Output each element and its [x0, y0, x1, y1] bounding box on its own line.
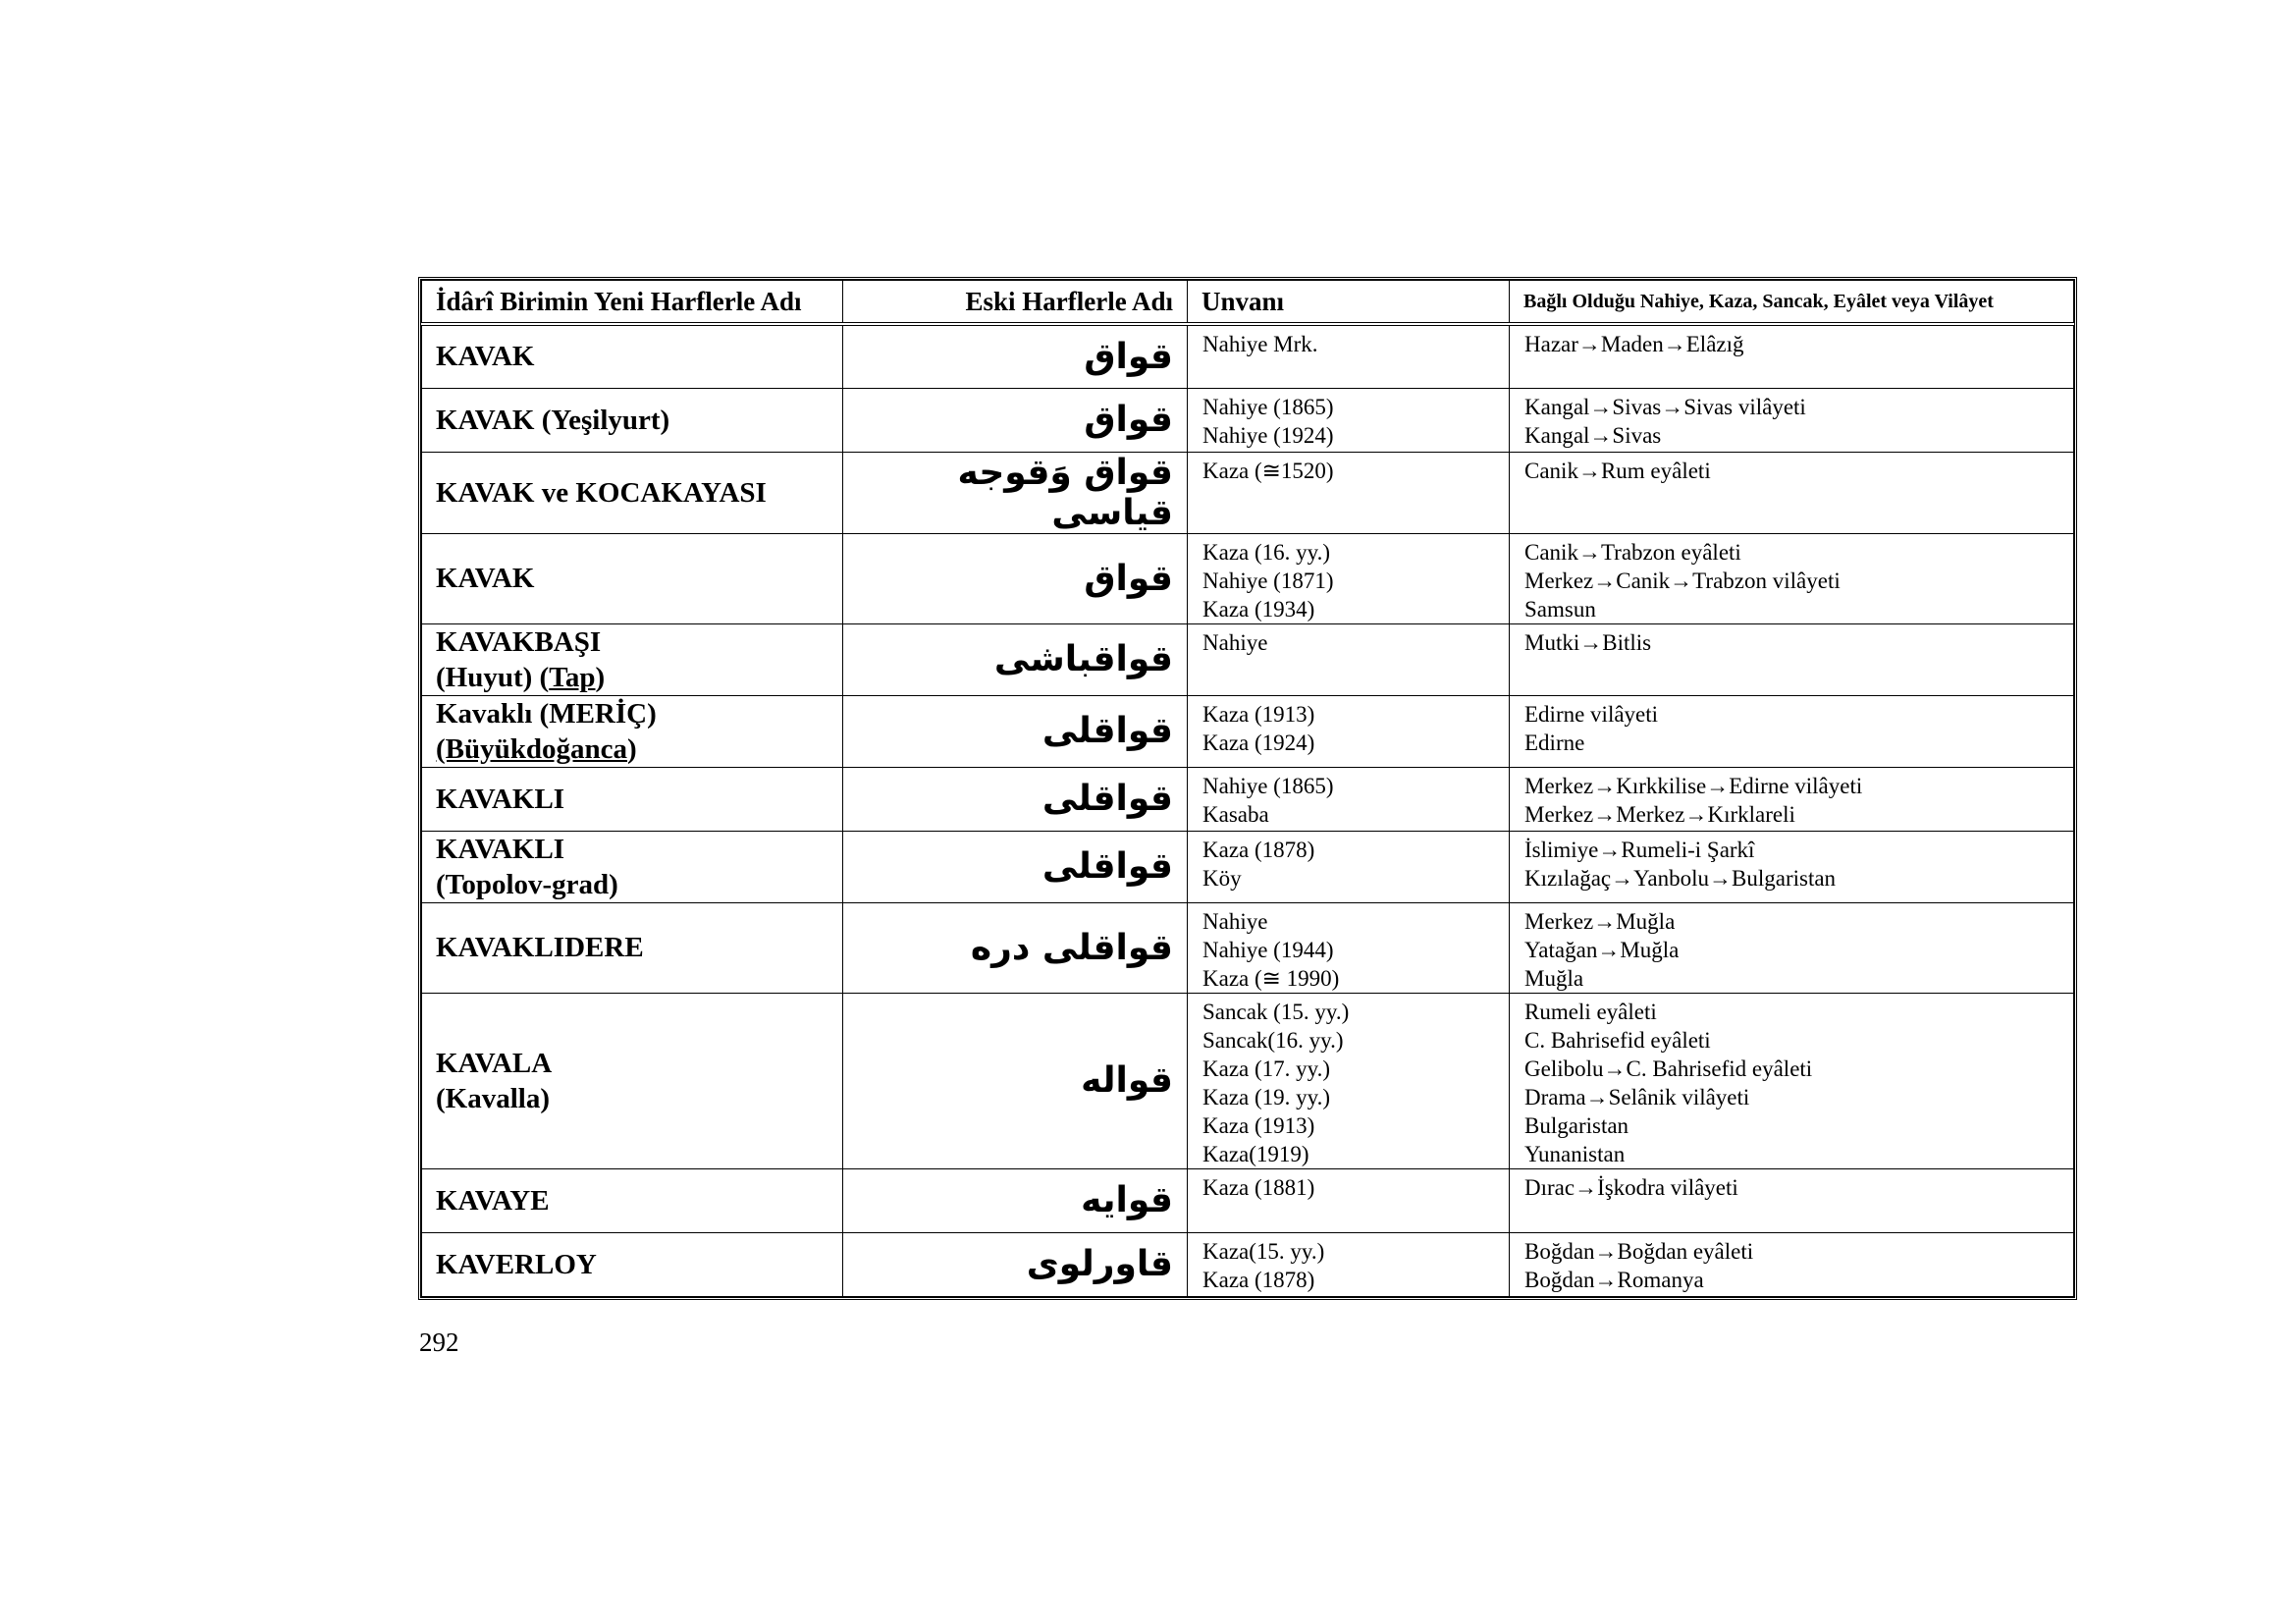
unit-name	[422, 1232, 843, 1296]
title-line: Sancak(16. yy.)	[1202, 1027, 1344, 1053]
affiliation-line: Boğdan→Boğdan eyâleti	[1524, 1238, 1754, 1264]
affiliation-line: Hazar→Maden→Elâzığ	[1524, 332, 1744, 356]
affiliation-line: Edirne	[1524, 730, 1585, 755]
table-row	[422, 388, 2074, 452]
title-line: Nahiye	[1202, 629, 1268, 655]
unit-name-alt-underlined: Tap	[549, 661, 596, 693]
unit-titles	[1188, 623, 1510, 695]
affiliation-line: Merkez→Muğla	[1524, 908, 1676, 934]
old-script-name: قواق	[843, 388, 1188, 452]
unit-name-text: KAVAK	[436, 563, 535, 594]
unit-affiliations	[1510, 452, 2074, 533]
unit-name-text: KAVAKLI	[436, 783, 565, 815]
unit-titles	[1188, 388, 1510, 452]
affiliation-line: C. Bahrisefid eyâleti	[1524, 1027, 1711, 1053]
unit-name	[422, 324, 843, 388]
table-row	[422, 324, 2074, 388]
affiliation-line: Yunanistan	[1524, 1141, 1626, 1166]
unit-titles	[1188, 695, 1510, 767]
unit-name-text: KAVAKLIDERE	[436, 932, 644, 963]
title-line: Nahiye (1871)	[1202, 568, 1334, 593]
title-line: Nahiye (1865)	[1202, 394, 1334, 419]
unit-affiliations	[1510, 993, 2074, 1168]
unit-titles	[1188, 902, 1510, 993]
old-script-name: قوايه	[843, 1168, 1188, 1232]
title-line: Nahiye (1944)	[1202, 937, 1334, 962]
old-script-name: قواقلى	[843, 831, 1188, 902]
table-row	[422, 623, 2074, 695]
unit-name	[422, 831, 843, 902]
affiliation-line: Boğdan→Romanya	[1524, 1267, 1704, 1292]
unit-titles	[1188, 324, 1510, 388]
title-line: Kaza (1924)	[1202, 730, 1315, 755]
table-row	[422, 1168, 2074, 1232]
unit-name-alt	[436, 660, 842, 695]
old-script-name: قواق وَقوجه قياسى	[843, 452, 1188, 533]
title-line: Kaza (1878)	[1202, 837, 1315, 862]
unit-titles	[1188, 1168, 1510, 1232]
title-line: Nahiye	[1202, 908, 1268, 934]
unit-name-text: KAVAK	[436, 341, 535, 373]
title-line: Kaza (16. yy.)	[1202, 539, 1331, 565]
unit-name-alt-text: )	[595, 661, 606, 693]
affiliation-line: İslimiye→Rumeli-i Şarkî	[1524, 837, 1755, 862]
gazetteer-table	[421, 280, 2074, 1297]
title-line: Kaza(15. yy.)	[1202, 1238, 1325, 1264]
affiliation-line: Kangal→Sivas	[1524, 422, 1662, 448]
unit-name-text: KAVAKBAŞI	[436, 625, 602, 658]
title-line: Nahiye Mrk.	[1202, 332, 1318, 356]
old-script-name: قواله	[843, 993, 1188, 1168]
unit-name-text: Kavaklı (MERİÇ)	[436, 697, 657, 730]
unit-name-alt-underlined: (Büyükdoğanca	[436, 732, 628, 765]
unit-affiliations	[1510, 324, 2074, 388]
table-row	[422, 902, 2074, 993]
table-row	[422, 831, 2074, 902]
unit-affiliations	[1510, 1168, 2074, 1232]
title-line: Kaza (1913)	[1202, 1112, 1315, 1138]
header-affiliation: Bağlı Olduğu Nahiye, Kaza, Sancak, Eyâlet veya Vilâyet	[1510, 281, 2074, 325]
unit-name	[422, 695, 843, 767]
gazetteer-table-frame	[418, 277, 2077, 1300]
header-title: Unvanı	[1188, 281, 1510, 325]
affiliation-line: Gelibolu→C. Bahrisefid eyâleti	[1524, 1056, 1813, 1081]
page-number: 292	[419, 1327, 459, 1357]
affiliation-line: Kangal→Sivas→Sivas vilâyeti	[1524, 394, 1806, 419]
unit-name-text: KAVERLOY	[436, 1248, 597, 1280]
affiliation-line: Bulgaristan	[1524, 1112, 1629, 1138]
unit-titles	[1188, 831, 1510, 902]
old-script-name: قواق	[843, 324, 1188, 388]
unit-name-alt: (Kavalla)	[436, 1082, 550, 1114]
affiliation-line: Yatağan→Muğla	[1524, 937, 1680, 962]
affiliation-line: Kızılağaç→Yanbolu→Bulgaristan	[1524, 865, 1837, 891]
affiliation-line: Canik→Trabzon eyâleti	[1524, 539, 1741, 565]
affiliation-line: Merkez→Canik→Trabzon vilâyeti	[1524, 568, 1841, 593]
unit-name-alt-text: )	[627, 732, 637, 765]
unit-name	[422, 388, 843, 452]
unit-name-text: KAVAYE	[436, 1184, 550, 1217]
title-line: Kaza (1878)	[1202, 1267, 1315, 1292]
title-line: Kaza (1934)	[1202, 596, 1315, 622]
title-line: Kaza(1919)	[1202, 1141, 1309, 1166]
unit-titles	[1188, 452, 1510, 533]
unit-name-alt-text: (Huyut) (	[436, 661, 550, 693]
unit-name-text: KAVALA	[436, 1047, 553, 1079]
title-line: Kaza (17. yy.)	[1202, 1056, 1331, 1081]
title-line: Kaza (1913)	[1202, 701, 1315, 727]
old-script-name: قواقلى دره	[843, 902, 1188, 993]
unit-name-text: KAVAKLI	[436, 833, 565, 865]
unit-affiliations	[1510, 831, 2074, 902]
unit-name	[422, 767, 843, 831]
table-row	[422, 1232, 2074, 1296]
affiliation-line: Rumeli eyâleti	[1524, 999, 1657, 1024]
title-line: Nahiye (1924)	[1202, 422, 1334, 448]
unit-name	[422, 533, 843, 623]
unit-affiliations	[1510, 1232, 2074, 1296]
unit-name-alt: (Topolov-grad)	[436, 868, 618, 900]
unit-name	[422, 993, 843, 1168]
title-line: Kaza (≅ 1990)	[1202, 965, 1340, 991]
table-row	[422, 993, 2074, 1168]
unit-titles	[1188, 533, 1510, 623]
affiliation-line: Merkez→Kırkkilise→Edirne vilâyeti	[1524, 773, 1863, 798]
unit-name	[422, 623, 843, 695]
old-script-name: قواقباشى	[843, 623, 1188, 695]
title-line: Nahiye (1865)	[1202, 773, 1334, 798]
affiliation-line: Mutki→Bitlis	[1524, 629, 1652, 655]
affiliation-line: Edirne vilâyeti	[1524, 701, 1659, 727]
old-script-name: قواق	[843, 533, 1188, 623]
unit-affiliations	[1510, 695, 2074, 767]
old-script-name: قواقلى	[843, 695, 1188, 767]
unit-affiliations	[1510, 902, 2074, 993]
unit-name-text: KAVAK ve KOCAKAYASI	[436, 476, 767, 509]
unit-affiliations	[1510, 767, 2074, 831]
unit-titles	[1188, 1232, 1510, 1296]
title-line: Sancak (15. yy.)	[1202, 999, 1350, 1024]
table-row	[422, 452, 2074, 533]
affiliation-line: Merkez→Merkez→Kırklareli	[1524, 801, 1795, 827]
table-row	[422, 695, 2074, 767]
affiliation-line: Drama→Selânik vilâyeti	[1524, 1084, 1750, 1110]
table-header-row	[422, 281, 2074, 325]
header-old-script: Eski Harflerle Adı	[843, 281, 1188, 325]
old-script-name: قواقلى	[843, 767, 1188, 831]
affiliation-line: Muğla	[1524, 965, 1584, 991]
title-line: Köy	[1202, 865, 1242, 891]
unit-name	[422, 902, 843, 993]
unit-titles	[1188, 993, 1510, 1168]
affiliation-line: Dırac→İşkodra vilâyeti	[1524, 1174, 1738, 1200]
title-line: Kasaba	[1202, 801, 1269, 827]
title-line: Kaza (1881)	[1202, 1174, 1315, 1200]
old-script-name: قاورلوى	[843, 1232, 1188, 1296]
unit-name-alt	[436, 731, 842, 767]
affiliation-line: Canik→Rum eyâleti	[1524, 458, 1711, 483]
affiliation-line: Samsun	[1524, 596, 1596, 622]
table-row	[422, 767, 2074, 831]
title-line: Kaza (19. yy.)	[1202, 1084, 1331, 1110]
unit-name	[422, 452, 843, 533]
unit-titles	[1188, 767, 1510, 831]
unit-affiliations	[1510, 388, 2074, 452]
unit-affiliations	[1510, 623, 2074, 695]
unit-name	[422, 1168, 843, 1232]
unit-name-text: KAVAK (Yeşilyurt)	[436, 404, 670, 436]
header-new-name: İdârî Birimin Yeni Harflerle Adı	[422, 281, 843, 325]
title-line: Kaza (≅1520)	[1202, 458, 1334, 483]
unit-affiliations	[1510, 533, 2074, 623]
table-row	[422, 533, 2074, 623]
